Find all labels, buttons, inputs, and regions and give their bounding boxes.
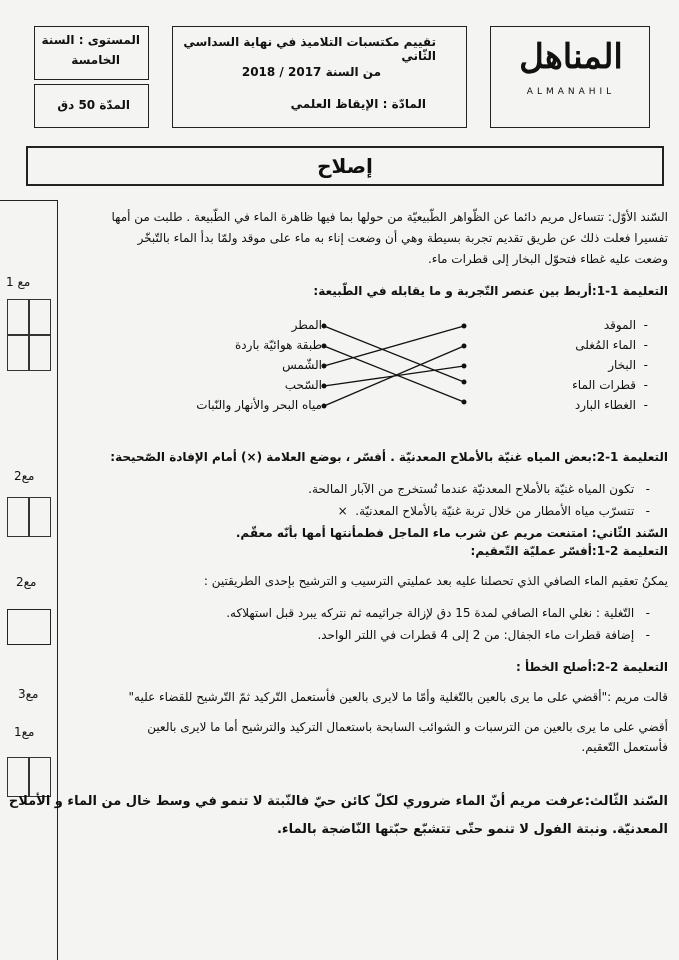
left-item-5: مياه البحر والأنهار والنّبات — [196, 398, 322, 412]
quote: قالت مريم :"أقضي على ما يرى بالعين بالتّغلية وأمّا ما لايرى بالعين فأستعمل التّركيد ثمّ التّرشيح للقضاء عليه" — [128, 690, 668, 704]
level-value: الخامسة — [71, 53, 120, 67]
method-1: - التّغلية : نغلي الماء الصافي لمدة 15 دق لإزالة جراثيمه ثم نتركه يبرد قبل استهلاكه. — [226, 606, 650, 620]
score-margin — [0, 200, 58, 960]
matching-lines — [62, 312, 668, 416]
option-1: - تكون المياه غنيّة بالأملاح المعدنيّة عندما تُستخرج من الآبار المالحة. — [308, 482, 650, 496]
duration: المدّة 50 دق — [57, 98, 130, 112]
left-item-1: المطر — [291, 318, 322, 332]
correction-line-2: فأستعمل التّعقيم. — [581, 740, 668, 754]
support-1-line-1: السّند الأوّل: تتساءل مريم دائما عن الظّواهر الطّبيعيّة من حولها بما فيها ظاهرة الماء في الطّبيعة . طلبت من أمها — [111, 210, 668, 224]
left-item-2: طبقة هوائيّة باردة — [235, 338, 322, 352]
score-grid-2 — [7, 497, 51, 537]
task-1-2: التعليمة 1-2:بعض المياه غنيّة بالأملاح المعدنيّة . أفسّر ، بوضع العلامة (×) أمام الإفادة الصّحيحة: — [110, 450, 668, 464]
support-1-line-2: تفسيرا فعلت ذلك عن طريق تقديم تجربة بسيطة وهي أن وضعت إناء به ماء على موقد ولمّا بدأ الماء بالتّبخّر — [137, 231, 668, 245]
score-label-2: مع2 — [14, 469, 35, 483]
method-2: - إضافة قطرات ماء الجفال: من 2 إلى 4 قطرات في اللتر الواحد. — [317, 628, 650, 642]
score-grid-5 — [7, 757, 51, 797]
correction-banner — [26, 146, 664, 186]
score-label-5: مع1 — [14, 725, 35, 739]
exam-year: من السنة 2017 / 2018 — [241, 65, 381, 79]
logo-latin: ALMANAHIL — [526, 87, 616, 97]
task-1-1: التعليمة 1-1:أربط بين عنصر التّجربة و ما يقابله في الطّبيعة: — [313, 284, 668, 298]
score-label-4: مع3 — [18, 687, 39, 701]
right-item-4: - قطرات الماء — [572, 378, 648, 392]
task-2-1: التعليمة 2-1:أفسّر عمليّة التّعقيم: — [470, 544, 668, 558]
checkmark: × — [337, 504, 348, 518]
support-3-line-2: المعدنيّة. ونبتة الفول لا تنمو حتّى تتشبّع حبّتها النّاضجة بالماء. — [276, 822, 668, 837]
exam-title: تقييم مكتسبات التلاميذ في نهاية السداسي الثّاني — [183, 35, 436, 63]
sterilization-intro: يمكنُ تعقيم الماء الصافي الذي تحصلنا عليه بعد عمليتي الترسيب و الترشيح بإحدى الطريقتين : — [203, 574, 668, 588]
right-item-2: - الماء المُغلى — [575, 338, 648, 352]
left-item-3: الشّمس — [282, 358, 322, 372]
subject: المادّة : الإيقاظ العلمي — [290, 97, 426, 111]
right-item-3: - البخار — [608, 358, 648, 372]
level-label: المستوى : السنة — [41, 33, 140, 47]
right-item-5: - الغطاء البارد — [574, 398, 648, 412]
score-label-3: مع2 — [16, 575, 37, 589]
score-label-1: مع 1 — [6, 275, 31, 289]
support-2: السّند الثّاني: امتنعت مريم عن شرب ماء الماجل فطمأنتها أمها بأنّه معقّم. — [235, 526, 668, 540]
right-item-1: - الموقد — [603, 318, 648, 332]
correction-line-1: أقضي على ما يرى بالعين من الترسبات و الشوائب السابحة باستعمال التركيد والترشيح أما ما لايرى بالعين — [147, 720, 668, 734]
banner-title: إصلاح — [317, 154, 373, 178]
matching-exercise — [62, 312, 668, 416]
header-title-box — [172, 26, 467, 128]
support-1-line-3: وضعت عليه غطاء فتحوّل البخار إلى قطرات ماء. — [427, 252, 668, 266]
header-logo-box — [490, 26, 650, 128]
score-box-3 — [7, 609, 51, 645]
logo-text: المناهل — [519, 37, 623, 77]
option-2: - تتسرّب مياه الأمطار من خلال تربة غنيّة بالأملاح المعدنيّة. × — [337, 504, 650, 518]
support-3-line-1: السّند الثّالث:عرفت مريم أنّ الماء ضروري لكلّ كائن حيّ فالنّبتة لا تنمو في وسط خال من الماء و الأملاح — [8, 794, 668, 809]
header-level-box — [34, 26, 149, 80]
task-2-2: التعليمة 2-2:أصلح الخطأ : — [516, 660, 668, 674]
left-item-4: السّحب — [284, 378, 322, 392]
header-duration-box — [34, 84, 149, 128]
score-grid-1 — [7, 299, 51, 371]
